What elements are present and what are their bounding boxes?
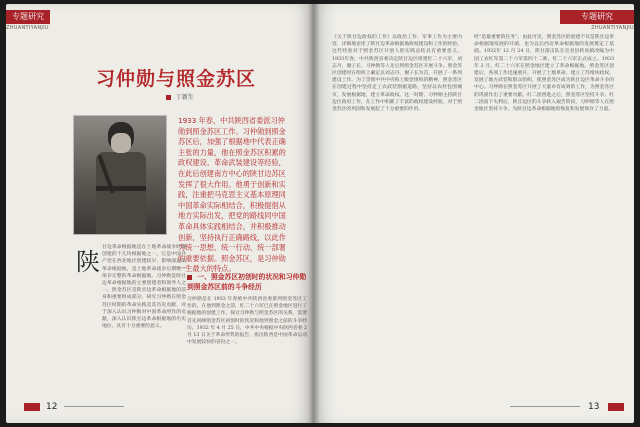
photo-belt <box>96 186 146 191</box>
drop-cap: 陕 <box>76 248 100 276</box>
left-header-sub: ZHUANTIYANJIU <box>6 25 49 31</box>
byline-author: 丁新生 <box>175 94 194 101</box>
right-header-sub: ZHUANTIYANJIU <box>591 25 634 31</box>
right-footer <box>510 402 630 414</box>
left-header <box>6 10 50 36</box>
section-heading-text: 一、照金苏区初创时的状况和习仲勋到照金苏区前的斗争经历 <box>187 273 307 291</box>
left-page-number: 12 <box>46 402 58 412</box>
article-title: 习仲勋与照金苏区 <box>96 68 257 90</box>
portrait-photo <box>74 116 166 234</box>
section-heading <box>187 272 307 292</box>
section-square-icon <box>187 275 192 280</box>
right-page-number: 13 <box>588 402 600 412</box>
right-col: 习仲勋是在 1933 年春被中共陕西省委派到照金苏区工作的。在他到照金之前，红二十六军已在照金地区进行了根据地的创建工作。探讨习仲勋与照金苏区的关系，需要首先回顾照金苏区初创时的状况和他到照金之前的斗争经历。1932 年 4 月 25 日，中共中央根据中央陕西省委 2 月 13 日关于革命形势的报告，指出陕西是中国革命运动中发展较快的省份之一。 <box>187 297 307 346</box>
left-col-continued <box>76 286 184 396</box>
left-footer <box>24 402 204 414</box>
photo-face <box>111 133 131 153</box>
book-gutter <box>308 4 320 423</box>
right-page-col2: 经“是最重要的任务”。由此可见，照金苏区的创建不仅是陕甘边革命根据地发展的开端，也为以后西北革命根据地的发展奠定了基础。1932年 12 月 24 日，陕甘游击队在宜君县转角镇改编为中国工农红军第二十六军第四十二师，红二十六军正式成立。1933年 2 月，红二十六军在照金地区建立了革命根据地。照金苏区创建后，各项工作迅速展开，开展了土地革命，建立了苏维埃政权，发展了地方武装和群众组织，使照金苏区成为陕甘边区革命斗争的中心。习仲勋在照金苏区开展了大量卓有成效的工作，为照金苏区的巩固作出了重要贡献。红二团西进之后，照金苏区坚持斗争。红二团南下失利后，陕甘边区的斗争转入艰苦阶段，习仲勋等人在照金地区坚持斗争，为陕甘边革命根据地的恢复和发展保存了力量。 <box>474 35 614 113</box>
right-page-col1: 《关于陕甘边政权的工作》以政治工作、军事工作为主要内容，详细地论述了陕甘边革命根据地政权建设和工作的经验。这些经验对于照金苏区开创人的实践总结具有重要意义。1933年春，中共陕西省委决定陕甘边区组建红二十六军，刘志丹、谢子长、习仲勋等人先后到照金苏区开展斗争。照金苏区创建时在组织上确定以刘志丹、谢子长为首，开展了一系列建设工作。为了贯彻中共中央和上级党组织的精神，照金苏区在创建过程中坚持走工农武装割据道路，坚持以农村包围城市，发展根据地，建立革命政权。这一时期，习仲勋主持陕甘边区政府工作，在工作中积累了丰富的政权建设经验，对于照金苏区的巩固和发展起了十分重要的作用。 <box>332 35 462 113</box>
byline-square-icon <box>166 95 171 100</box>
footer-logo <box>608 403 624 411</box>
article-byline <box>166 92 194 101</box>
footer-rule <box>64 406 124 407</box>
right-header-tag: 专题研究 <box>560 10 634 24</box>
left-header-tag: 专题研究 <box>6 10 50 24</box>
footer-logo <box>24 403 40 411</box>
left-col-text: 甘边革命根据地是在土地革命战争时期创建的十几块根据地之一，它是中国共产党在西北地区创建较早、影响深远的革命根据地，是土地革命战争后期唯一保存完整的革命根据地。习仲勋是陕甘边革命根据地的主要创建者和领导人之一。照金苏区是陕甘边革命根据地的前身和重要组成部分。研究习仲勋在照金苏区时期的革命实践及其历史贡献，对于深入认识习仲勋对中国革命所作的贡献，深入认识陕甘边革命根据地的历史地位，具有十分重要的意义。 <box>102 245 186 330</box>
left-page <box>6 4 314 423</box>
article-intro: 1933 年春，中共陕西省委派习仲勋到照金苏区工作。习仲勋到照金苏区后，加强了根据地中代表正确主张的力量，他在照金苏区积累的政权建设、革命武装建设等经验，在此后创建南方中心的陕甘边苏区发挥了很大作用。他勇于创新和实践，注重把马克思主义基本原理同中国革命实际相结合，积极提倡从地方实际出发，把党的路线同中国革命具体实践相结合，并积极推动创新，坚持执行正确路线，以此作为统一思想、统一行动、统一部署的重要依据。照金苏区，是习仲勋一生最大的特点。 <box>178 116 286 274</box>
left-col-lead <box>102 244 186 330</box>
right-page <box>314 4 634 423</box>
footer-rule <box>510 406 580 407</box>
right-header <box>560 10 634 36</box>
